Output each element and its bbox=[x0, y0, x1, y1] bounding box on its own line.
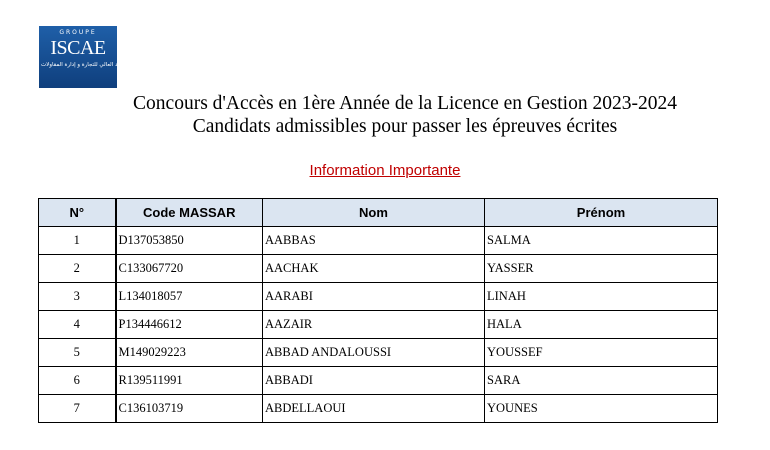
cell-nom: ABDELLAOUI bbox=[263, 395, 485, 423]
cell-prenom: YASSER bbox=[485, 255, 718, 283]
candidates-table bbox=[38, 198, 718, 423]
cell-code-massar: L134018057 bbox=[116, 283, 263, 311]
important-info-link[interactable]: Information Importante bbox=[309, 162, 461, 179]
cell-number: 5 bbox=[39, 339, 116, 367]
column-header-number: N° bbox=[39, 199, 116, 227]
cell-prenom: HALA bbox=[485, 311, 718, 339]
table-header-row bbox=[39, 199, 718, 227]
cell-number: 2 bbox=[39, 255, 116, 283]
logo-group-label: GROUPE bbox=[59, 29, 97, 36]
cell-code-massar: M149029223 bbox=[116, 339, 263, 367]
column-header-nom: Nom bbox=[263, 199, 485, 227]
cell-code-massar: D137053850 bbox=[116, 227, 263, 255]
cell-code-massar: C133067720 bbox=[116, 255, 263, 283]
title-line-1: Concours d'Accès en 1ère Année de la Licence en Gestion 2023-2024 bbox=[133, 93, 677, 114]
logo-name: ISCAE bbox=[50, 37, 106, 59]
table-row bbox=[39, 227, 718, 255]
cell-code-massar: C136103719 bbox=[116, 395, 263, 423]
column-header-code-massar: Code MASSAR bbox=[116, 199, 263, 227]
cell-prenom: YOUNES bbox=[485, 395, 718, 423]
table-row bbox=[39, 339, 718, 367]
cell-nom: AACHAK bbox=[263, 255, 485, 283]
cell-number: 6 bbox=[39, 367, 116, 395]
cell-code-massar: P134446612 bbox=[116, 311, 263, 339]
cell-nom: ABBAD ANDALOUSSI bbox=[263, 339, 485, 367]
cell-prenom: YOUSSEF bbox=[485, 339, 718, 367]
table-row bbox=[39, 283, 718, 311]
table-row bbox=[39, 367, 718, 395]
iscae-logo bbox=[39, 26, 130, 88]
table-row bbox=[39, 311, 718, 339]
cell-prenom: SALMA bbox=[485, 227, 718, 255]
cell-code-massar: R139511991 bbox=[116, 367, 263, 395]
cell-number: 4 bbox=[39, 311, 116, 339]
page-title bbox=[60, 92, 750, 138]
table-row bbox=[39, 255, 718, 283]
title-line-2: Candidats admissibles pour passer les épreuves écrites bbox=[192, 116, 618, 137]
cell-nom: AARABI bbox=[263, 283, 485, 311]
cell-number: 1 bbox=[39, 227, 116, 255]
cell-prenom: SARA bbox=[485, 367, 718, 395]
cell-nom: AABBAS bbox=[263, 227, 485, 255]
column-header-prenom: Prénom bbox=[485, 199, 718, 227]
logo-arabic-text: المعهد العالي للتجارة و إدارة المقاولات bbox=[41, 62, 130, 68]
cell-prenom: LINAH bbox=[485, 283, 718, 311]
cell-number: 3 bbox=[39, 283, 116, 311]
cell-nom: ABBADI bbox=[263, 367, 485, 395]
table-row bbox=[39, 395, 718, 423]
cell-nom: AAZAIR bbox=[263, 311, 485, 339]
cell-number: 7 bbox=[39, 395, 116, 423]
